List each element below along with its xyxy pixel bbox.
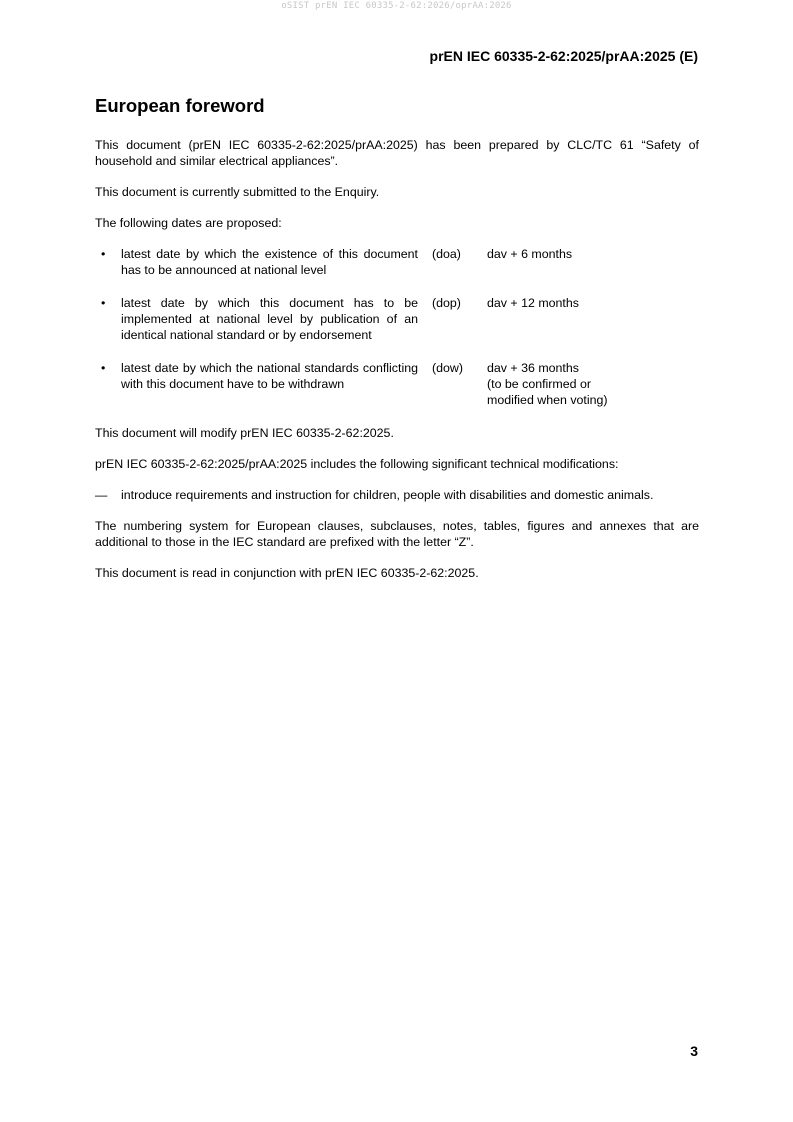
date-abbreviation: (dop) [432, 296, 461, 310]
date-abbreviation: (dow) [432, 361, 463, 375]
date-description: latest date by which the national standards conflicting with this document have to be withdrawn [121, 361, 418, 391]
bullet-marker: • [101, 296, 106, 310]
watermark: oSIST prEN IEC 60335-2-62:2026/oprAA:2026 [281, 1, 512, 11]
bullet-marker: • [101, 247, 106, 261]
modification-item [95, 487, 699, 503]
modify-paragraph: This document will modify prEN IEC 60335-2-62:2025. [95, 426, 394, 440]
status-paragraph: This document is currently submitted to the Enquiry. [95, 185, 380, 199]
date-value [487, 246, 699, 278]
date-value [487, 360, 699, 408]
modification-text: introduce requirements and instruction for children, people with disabilities and domestic animals. [121, 488, 654, 502]
foreword-section [95, 94, 699, 596]
date-item-doa [95, 246, 699, 278]
date-description: latest date by which the existence of this document has to be announced at national level [121, 247, 418, 277]
date-item-dow [95, 360, 699, 408]
date-value-line: (to be confirmed or [487, 377, 591, 391]
proposed-dates-list [95, 246, 699, 408]
page-number: 3 [690, 1043, 698, 1059]
date-description: latest date by which this document has to be implemented at national level by publication of an identical national standard or by endorsement [121, 296, 418, 342]
dash-marker: — [95, 488, 108, 502]
date-abbreviation: (doa) [432, 247, 461, 261]
date-item-dop [95, 295, 699, 343]
dates-intro-paragraph: The following dates are proposed: [95, 216, 282, 230]
date-value-line: dav + 12 months [487, 296, 579, 310]
conjunction-paragraph: This document is read in conjunction with prEN IEC 60335-2-62:2025. [95, 566, 479, 580]
section-title: European foreword [95, 95, 265, 116]
intro-paragraph: This document (prEN IEC 60335-2-62:2025/prAA:2025) has been prepared by CLC/TC 61 “Safety of household and similar electrical appliances”. [95, 138, 699, 168]
date-value-line: modified when voting) [487, 393, 608, 407]
bullet-marker: • [101, 361, 106, 375]
document-header-id: prEN IEC 60335-2-62:2025/prAA:2025 (E) [429, 48, 698, 64]
modifications-intro-paragraph: prEN IEC 60335-2-62:2025/prAA:2025 includes the following significant technical modifications: [95, 457, 619, 471]
date-value [487, 295, 699, 343]
date-value-line: dav + 6 months [487, 247, 573, 261]
numbering-paragraph: The numbering system for European clauses, subclauses, notes, tables, figures and annexes that are additional to those in the IEC standard are prefixed with the letter “Z”. [95, 519, 699, 549]
date-value-line: dav + 36 months [487, 361, 579, 375]
